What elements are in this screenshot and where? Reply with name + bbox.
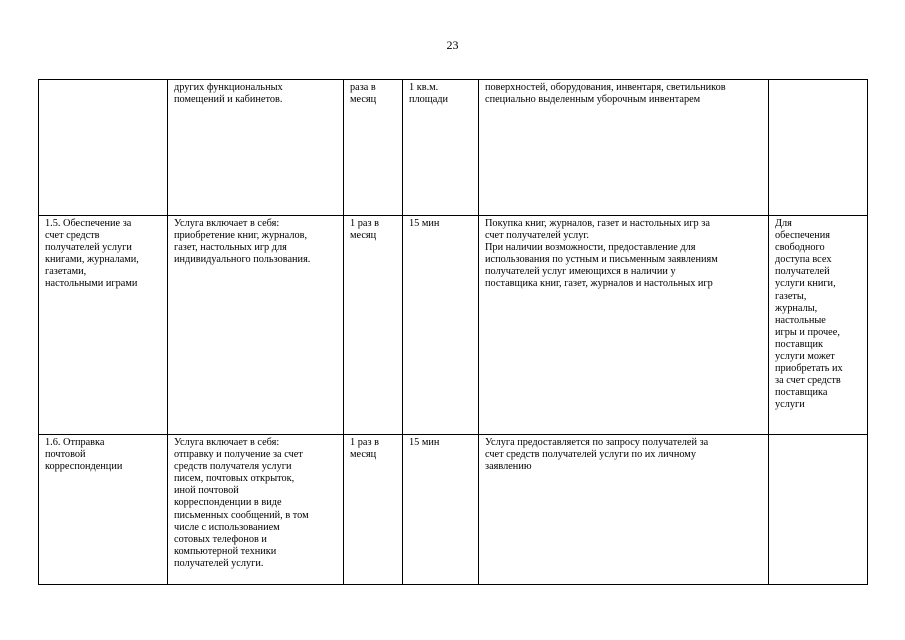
- text-line: журналы,: [775, 302, 818, 314]
- unit-cell: [403, 80, 479, 216]
- text-line: письменных сообщений, в том: [174, 509, 309, 521]
- text-line: Услуга включает в себя:: [174, 218, 280, 229]
- text-line: месяц: [350, 230, 377, 242]
- text-line: за счет средств: [775, 375, 841, 387]
- text-line: приобретать их: [775, 363, 843, 375]
- text-line: 1.6. Отправка: [45, 437, 105, 448]
- unit-cell: [403, 435, 479, 585]
- service-cell: [39, 216, 168, 435]
- text-line: приобретение книг, журналов,: [174, 230, 308, 242]
- text-line: газетами,: [45, 266, 87, 278]
- text-line: получателей услуги: [45, 242, 132, 254]
- notes-cell: [769, 216, 868, 435]
- text-line: получателей услуги.: [174, 557, 264, 569]
- text-line: получателей: [775, 266, 830, 278]
- text-line: сотовых телефонов и: [174, 533, 267, 545]
- text-line: Услуга включает в себя:: [174, 437, 280, 448]
- text-line: месяц: [350, 449, 377, 461]
- notes-cell: [769, 435, 868, 585]
- text-line: 1 кв.м.: [409, 82, 439, 93]
- unit-cell: [403, 216, 479, 435]
- text-line: счет получателей услуг.: [485, 230, 589, 242]
- text-line: средств получателя услуги: [174, 461, 292, 473]
- text-line: писем, почтовых открыток,: [174, 473, 295, 485]
- text-line: доступа всех: [775, 254, 832, 266]
- table-row: [39, 80, 868, 216]
- text-line: счет средств: [45, 230, 100, 242]
- text-line: месяц: [350, 94, 377, 106]
- text-line: поставщик: [775, 338, 823, 350]
- conditions-cell: [479, 80, 769, 216]
- text-line: использования по устным и письменным заявлениям: [485, 254, 718, 266]
- text-line: отправку и получение за счет: [174, 449, 303, 461]
- table-row: [39, 216, 868, 435]
- service-cell: [39, 80, 168, 216]
- conditions-cell: [479, 435, 769, 585]
- text-line: раза в: [350, 82, 376, 93]
- text-line: свободного: [775, 242, 825, 254]
- text-line: Услуга предоставляется по запросу получателей за: [485, 437, 709, 448]
- text-line: книгами, журналами,: [45, 254, 139, 266]
- text-line: При наличии возможности, предоставление для: [485, 242, 696, 254]
- conditions-cell: [479, 216, 769, 435]
- table-row: [39, 435, 868, 585]
- text-line: услуги может: [775, 351, 835, 363]
- text-line: поставщика книг, газет, журналов и настольных игр: [485, 278, 713, 290]
- text-line: площади: [409, 94, 449, 106]
- text-line: иной почтовой: [174, 485, 239, 497]
- text-line: получателей услуг имеющихся в наличии у: [485, 266, 676, 278]
- frequency-cell: [344, 435, 403, 585]
- text-line: заявлению: [485, 461, 532, 473]
- text-line: услуги: [775, 399, 805, 411]
- text-line: услуги книги,: [775, 278, 836, 290]
- content-cell: [168, 435, 344, 585]
- text-line: Для: [775, 218, 792, 229]
- text-line: почтовой: [45, 449, 86, 461]
- text-line: других функциональных: [174, 82, 283, 93]
- text-line: поставщика: [775, 387, 828, 399]
- text-line: 1.5. Обеспечение за: [45, 218, 132, 229]
- service-cell: [39, 435, 168, 585]
- text-line: настольные: [775, 314, 826, 326]
- text-line: 1 раз в: [350, 218, 379, 229]
- text-line: игры и прочее,: [775, 326, 840, 338]
- text-line: корреспонденции: [45, 461, 123, 473]
- text-line: 1 раз в: [350, 437, 379, 448]
- text-line: числе с использованием: [174, 521, 280, 533]
- text-line: компьютерной техники: [174, 545, 277, 557]
- page-number: 23: [446, 38, 459, 52]
- text-line: газет, настольных игр для: [174, 242, 287, 254]
- frequency-cell: [344, 216, 403, 435]
- text-line: специально выделенным уборочным инвентарем: [485, 94, 701, 106]
- text-line: корреспонденции в виде: [174, 497, 282, 509]
- text-line: газеты,: [775, 290, 807, 302]
- text-line: обеспечения: [775, 230, 830, 242]
- text-line: счет средств получателей услуги по их личному: [485, 449, 696, 461]
- text-line: индивидуального пользования.: [174, 254, 311, 266]
- notes-cell: [769, 80, 868, 216]
- content-cell: [168, 80, 344, 216]
- text-line: 15 мин: [409, 437, 440, 448]
- text-line: поверхностей, оборудования, инвентаря, светильников: [485, 82, 726, 93]
- content-cell: [168, 216, 344, 435]
- text-line: настольными играми: [45, 278, 138, 290]
- frequency-cell: [344, 80, 403, 216]
- text-line: помещений и кабинетов.: [174, 94, 283, 106]
- text-line: Покупка книг, журналов, газет и настольных игр за: [485, 218, 710, 229]
- services-table: [38, 79, 868, 585]
- text-line: 15 мин: [409, 218, 440, 229]
